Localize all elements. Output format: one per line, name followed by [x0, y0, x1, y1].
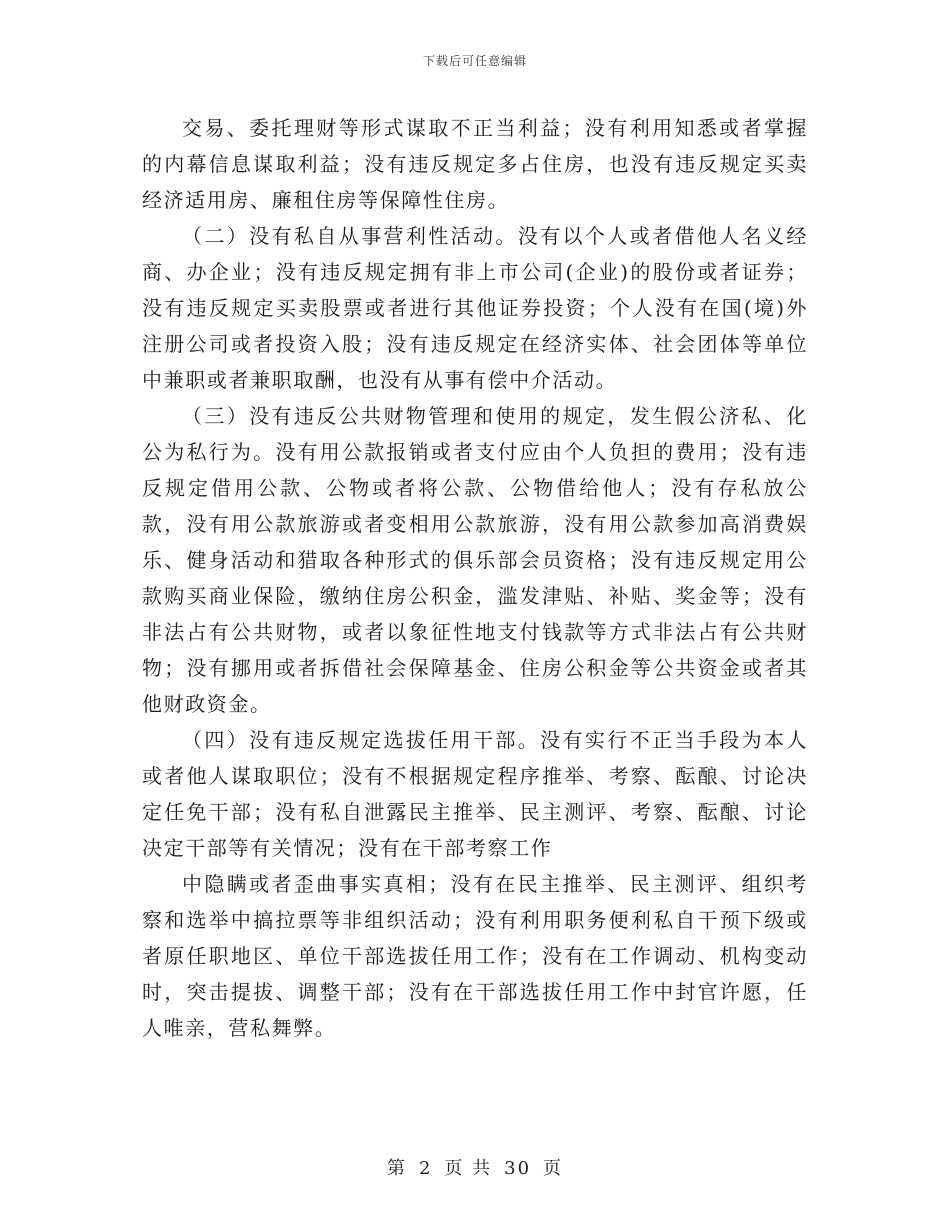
footer-suffix: 页 [543, 1158, 564, 1179]
footer-page-number: 2 [418, 1158, 433, 1179]
document-body [142, 110, 808, 1046]
paragraph-section-4-continued: 中隐瞒或者歪曲事实真相；没有在民主推举、民主测评、组织考察和选举中搞拉票等非组织活动；没有利用职务便利私自干预下级或者原任职地区、单位干部选拔任用工作；没有在工作调动、机构变动时，突击提拔、调整干部；没有在干部选拔任用工作中封官许愿，任人唯亲，营私舞弊。 [142, 872, 808, 1040]
footer-middle: 页 共 [444, 1158, 493, 1179]
footer-total-pages: 30 [504, 1158, 532, 1179]
paragraph-continuation: 交易、委托理财等形式谋取不正当利益；没有利用知悉或者掌握的内幕信息谋取利益；没有违反规定多占住房，也没有违反规定买卖经济适用房、廉租住房等保障性住房。 [142, 116, 808, 212]
footer-prefix: 第 [386, 1158, 407, 1179]
paragraph-section-4: （四）没有违反规定选拔任用干部。没有实行不正当手段为本人或者他人谋取职位；没有不根据规定程序推举、考察、酝酿、讨论决定任免干部；没有私自泄露民主推举、民主测评、考察、酝酿、讨论决定干部等有关情况；没有在干部考察工作 [142, 728, 808, 860]
page-header: 下载后可任意编辑 [422, 54, 527, 68]
paragraph-section-2: （二）没有私自从事营利性活动。没有以个人或者借他人名义经商、办企业；没有违反规定拥有非上市公司(企业)的股份或者证券；没有违反规定买卖股票或者进行其他证券投资；个人没有在国(境)外注册公司或者投资入股；没有违反规定在经济实体、社会团体等单位中兼职或者兼职取酬，也没有从事有偿中介活动。 [142, 224, 808, 392]
page-footer [0, 1154, 950, 1180]
paragraph-section-3: （三）没有违反公共财物管理和使用的规定，发生假公济私、化公为私行为。没有用公款报销或者支付应由个人负担的费用；没有违反规定借用公款、公物或者将公款、公物借给他人；没有存私放公款，没有用公款旅游或者变相用公款旅游，没有用公款参加高消费娱乐、健身活动和猎取各种形式的俱乐部会员资格；没有违反规定用公款购买商业保险，缴纳住房公积金，滥发津贴、补贴、奖金等；没有非法占有公共财物，或者以象征性地支付钱款等方式非法占有公共财物；没有挪用或者拆借社会保障基金、住房公积金等公共资金或者其他财政资金。 [142, 404, 808, 716]
